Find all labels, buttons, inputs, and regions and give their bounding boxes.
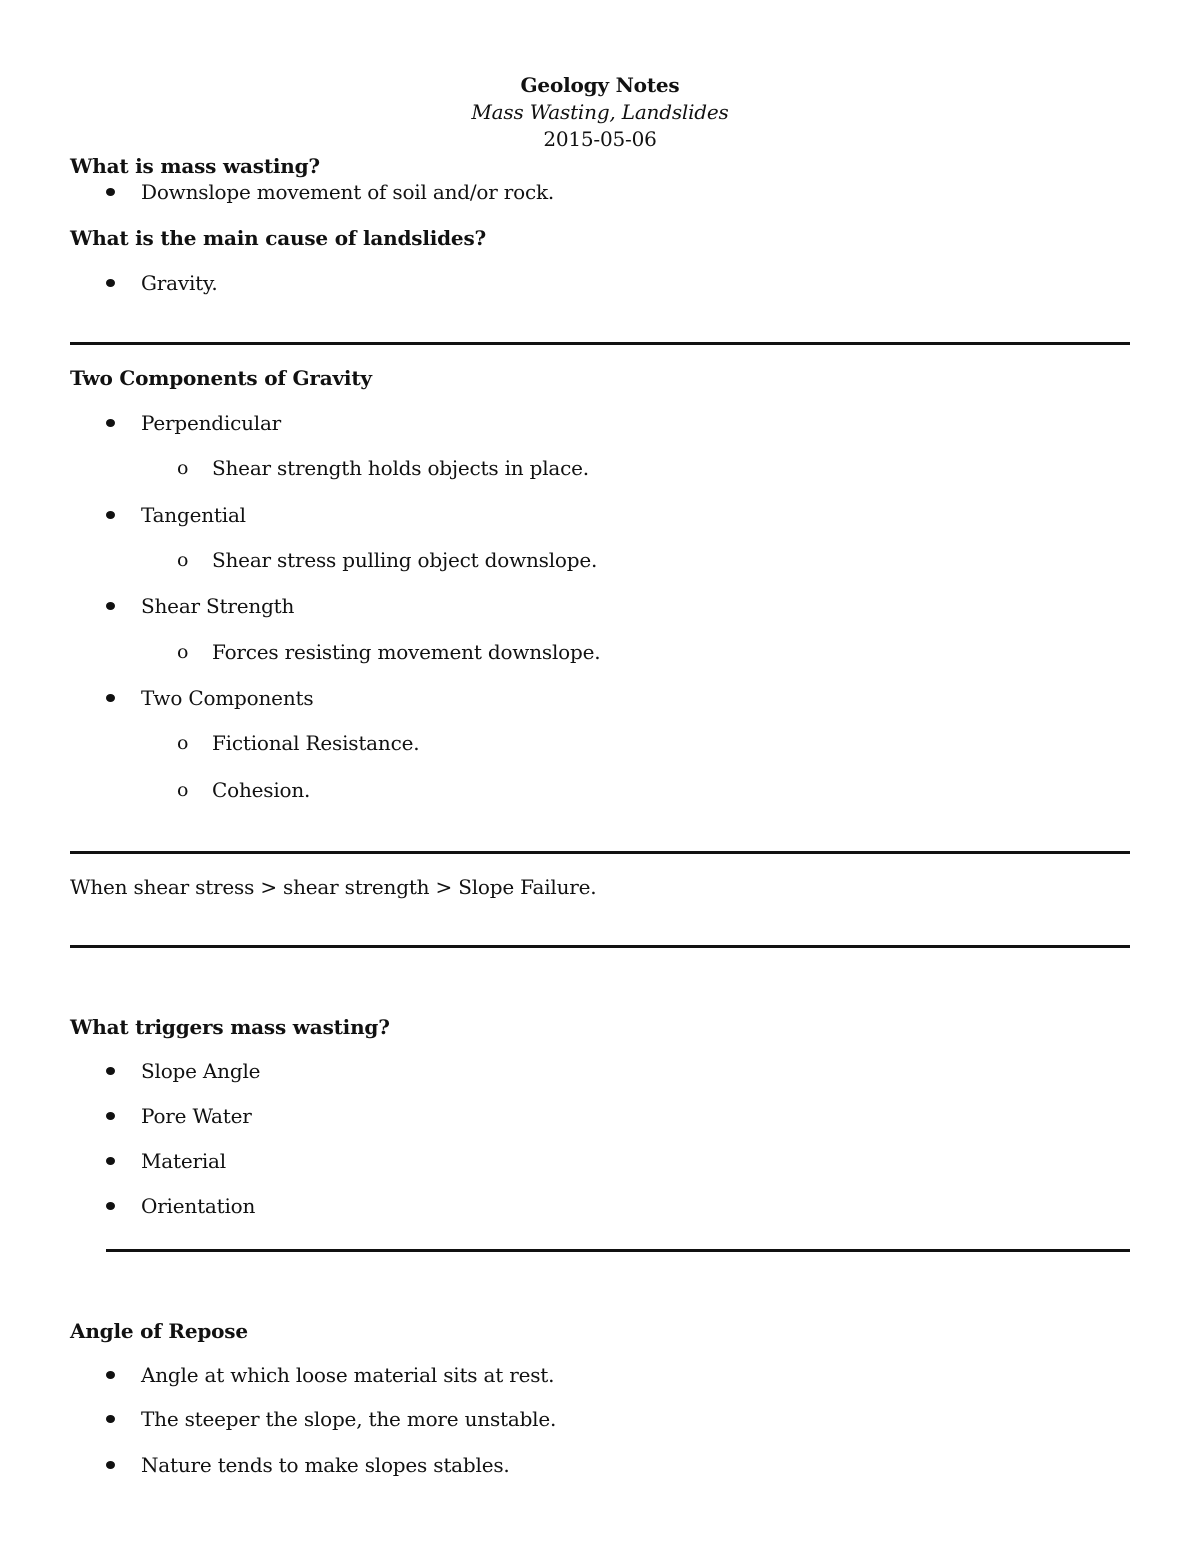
bullet-icon (106, 188, 115, 196)
bullet-icon (106, 1415, 115, 1423)
sub-bullet-icon: o (177, 641, 189, 663)
page-subtitle: Mass Wasting, Landslides (471, 100, 729, 124)
list-item: Tangential (141, 503, 246, 527)
bullet-icon (106, 1112, 115, 1120)
sub-bullet-icon: o (177, 732, 189, 754)
page-title: Geology Notes (520, 73, 680, 97)
sub-list-item: Forces resisting movement downslope. (212, 640, 601, 664)
list-item: Perpendicular (141, 411, 282, 435)
page-date: 2015-05-06 (543, 127, 657, 151)
sub-bullet-icon: o (177, 457, 189, 479)
bullet-icon (106, 694, 115, 702)
sub-list-item: Shear strength holds objects in place. (212, 456, 589, 480)
list-item: Nature tends to make slopes stables. (141, 1453, 510, 1477)
sub-bullet-icon: o (177, 779, 189, 801)
bullet-icon (106, 279, 115, 287)
list-item: Gravity. (141, 271, 218, 295)
list-item: Pore Water (141, 1104, 252, 1128)
section-heading-triggers: What triggers mass wasting? (70, 1015, 390, 1039)
list-item: Angle at which loose material sits at rest. (141, 1363, 555, 1387)
horizontal-rule (70, 342, 1130, 345)
sub-list-item: Fictional Resistance. (212, 731, 420, 755)
bullet-icon (106, 1067, 115, 1075)
bullet-icon (106, 419, 115, 427)
bullet-icon (106, 1202, 115, 1210)
slope-failure-statement: When shear stress > shear strength > Slope Failure. (70, 875, 597, 899)
section-heading-main-cause: What is the main cause of landslides? (70, 226, 487, 250)
list-item: Orientation (141, 1194, 256, 1218)
sub-bullet-icon: o (177, 549, 189, 571)
list-item: The steeper the slope, the more unstable. (141, 1407, 557, 1431)
section-heading-mass-wasting: What is mass wasting? (70, 154, 320, 178)
sub-list-item: Shear stress pulling object downslope. (212, 548, 598, 572)
list-item: Material (141, 1149, 226, 1173)
list-item: Downslope movement of soil and/or rock. (141, 180, 555, 204)
bullet-icon (106, 602, 115, 610)
bullet-icon (106, 1371, 115, 1379)
bullet-icon (106, 511, 115, 519)
bullet-icon (106, 1461, 115, 1469)
list-item: Two Components (141, 686, 314, 710)
section-heading-angle-of-repose: Angle of Repose (70, 1319, 248, 1343)
list-item: Shear Strength (141, 594, 295, 618)
sub-list-item: Cohesion. (212, 778, 311, 802)
section-heading-gravity-components: Two Components of Gravity (70, 366, 372, 390)
horizontal-rule (106, 1249, 1130, 1252)
bullet-icon (106, 1157, 115, 1165)
horizontal-rule (70, 945, 1130, 948)
horizontal-rule (70, 851, 1130, 854)
list-item: Slope Angle (141, 1059, 261, 1083)
